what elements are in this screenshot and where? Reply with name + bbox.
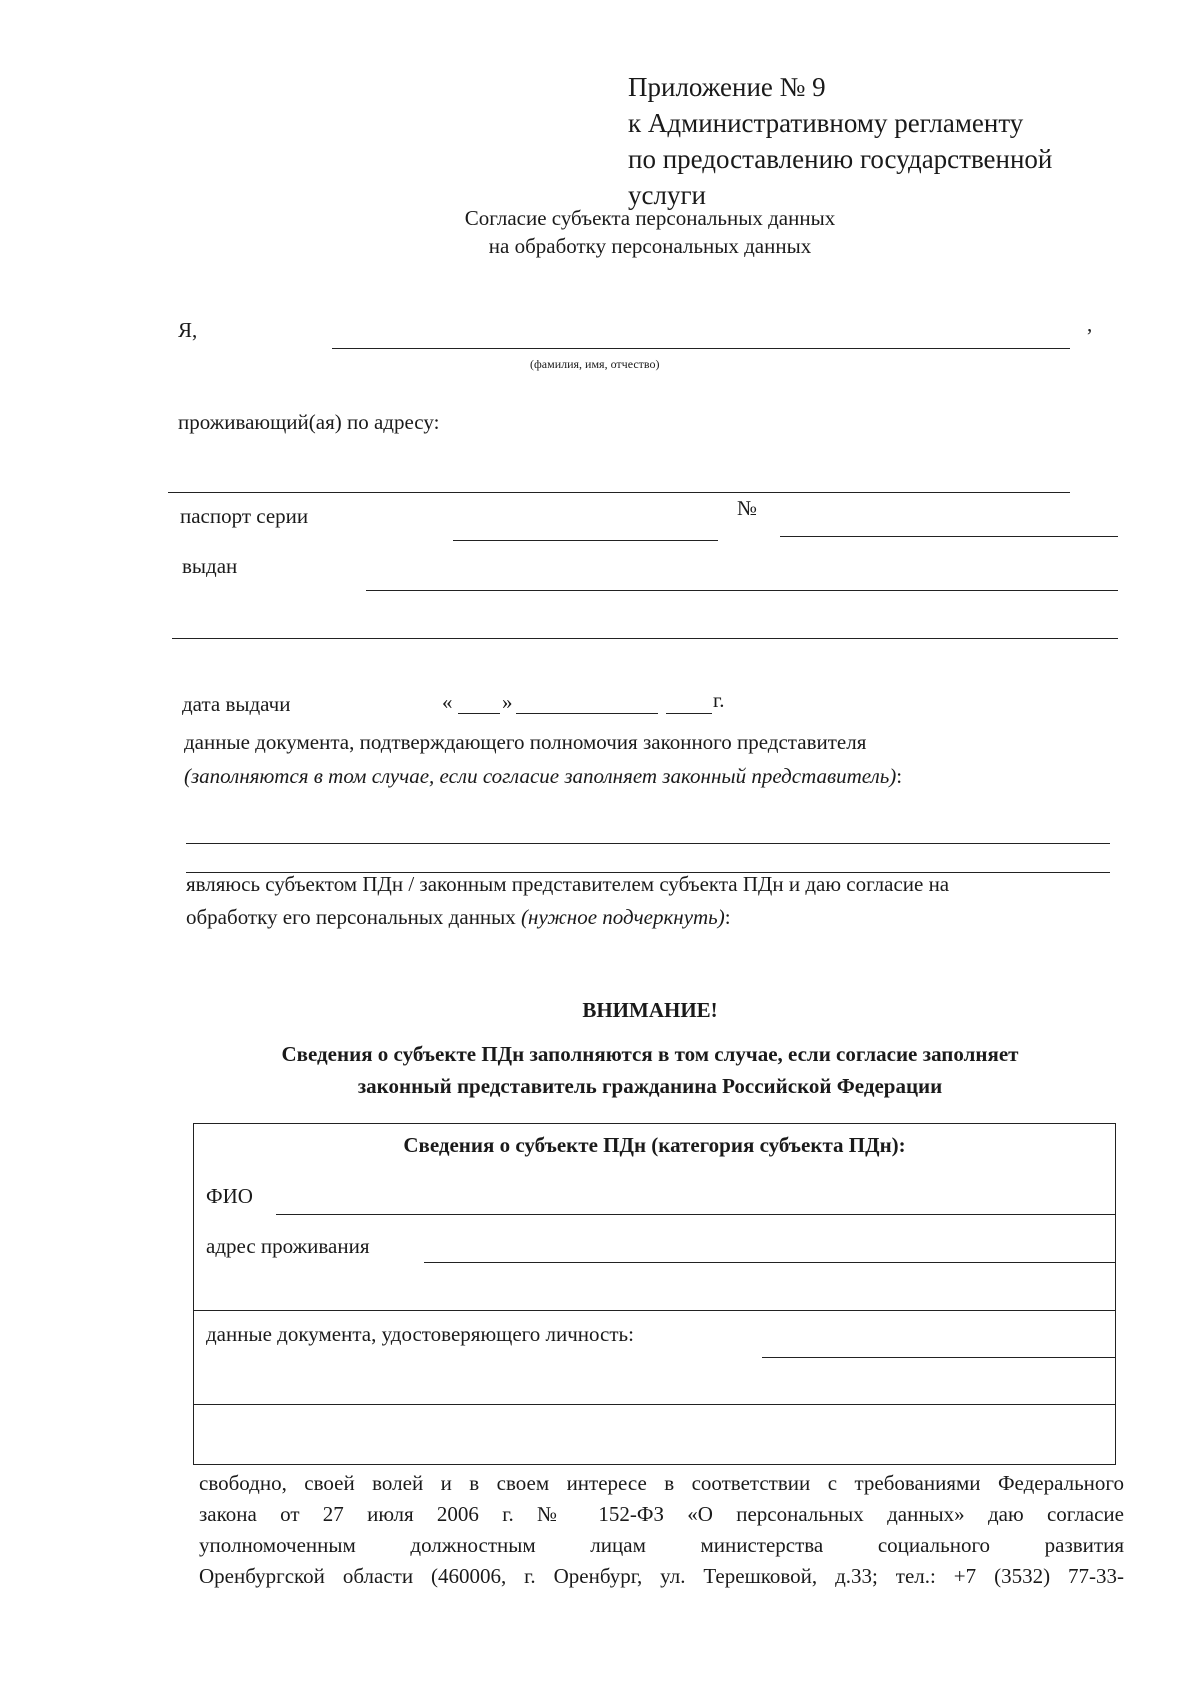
ya-label: Я, — [178, 318, 198, 342]
representative-note-line — [184, 764, 902, 789]
date-day-line[interactable] — [458, 713, 500, 714]
appendix-regulation: к Административному регламенту — [628, 108, 1024, 138]
subject-box-divider-2 — [193, 1404, 1116, 1405]
subject-address-line[interactable] — [424, 1262, 1116, 1263]
subject-statement-line2-wrap — [186, 905, 731, 930]
year-suffix: г. — [713, 688, 725, 712]
subject-box-heading: Сведения о субъекте ПДн (категория субъекта ПДн): — [403, 1133, 906, 1157]
issued-field-line[interactable] — [366, 590, 1118, 591]
representative-colon: : — [896, 764, 903, 788]
date-month-line[interactable] — [516, 713, 658, 714]
comma-mark: , — [1087, 312, 1093, 336]
issued-field-line-2[interactable] — [172, 638, 1118, 639]
form-title-line1: Согласие субъекта персональных данных — [464, 206, 836, 230]
issue-date-label: дата выдачи — [182, 692, 291, 716]
appendix-number: Приложение № 9 — [628, 72, 826, 102]
issued-label: выдан — [182, 554, 238, 578]
address-label: проживающий(ая) по адресу: — [178, 410, 440, 434]
passport-series-label: паспорт серии — [180, 504, 309, 528]
subject-address-label: адрес проживания — [206, 1234, 370, 1258]
subject-box-divider-1 — [193, 1310, 1116, 1311]
address-field-line[interactable] — [168, 492, 1070, 493]
attention-line1: Сведения о субъекте ПДн заполняются в том случае, если согласие заполняет — [281, 1042, 1019, 1066]
passport-series-line[interactable] — [453, 540, 718, 541]
subject-id-label: данные документа, удостоверяющего личность: — [206, 1322, 634, 1346]
closing-line4: Оренбургской области (460006, г. Оренбург, ул. Терешковой, д.33; тел.: +7 (3532) 77-33- — [199, 1564, 1124, 1588]
passport-number-sign: № — [737, 496, 758, 520]
date-open-quote: « — [442, 690, 453, 714]
subject-fio-line[interactable] — [276, 1214, 1116, 1215]
subject-statement-line1: являюсь субъектом ПДн / законным представителем субъекта ПДн и даю согласие на — [186, 872, 950, 896]
representative-note: (заполняются в том случае, если согласие заполняет законный представитель) — [184, 764, 897, 788]
closing-line1: свободно, своей волей и в своем интересе в соответствии с требованиями Федерального — [199, 1471, 1124, 1495]
subject-statement-note: (нужное подчеркнуть) — [521, 905, 725, 929]
date-close-quote: » — [502, 690, 513, 714]
subject-fio-label: ФИО — [206, 1184, 253, 1208]
representative-field-line[interactable] — [186, 843, 1110, 844]
appendix-service: по предоставлению государственной — [628, 144, 1053, 174]
appendix-service-end: услуги — [628, 180, 706, 210]
attention-line2: законный представитель гражданина Российской Федерации — [357, 1074, 943, 1098]
fio-caption: (фамилия, имя, отчество) — [530, 357, 660, 371]
form-title-line2: на обработку персональных данных — [488, 234, 812, 258]
fio-field-line[interactable] — [332, 348, 1070, 349]
attention-heading: ВНИМАНИЕ! — [582, 998, 718, 1022]
passport-number-line[interactable] — [780, 536, 1118, 537]
subject-info-box — [193, 1123, 1116, 1465]
subject-statement-line2: обработку его персональных данных — [186, 905, 516, 929]
subject-id-line[interactable] — [762, 1357, 1116, 1358]
closing-line2: закона от 27 июля 2006 г. № 152-ФЗ «О персональных данных» даю согласие — [199, 1502, 1124, 1526]
representative-doc-label: данные документа, подтверждающего полномочия законного представителя — [184, 730, 867, 754]
closing-line3: уполномоченным должностным лицам министерства социального развития — [199, 1533, 1124, 1557]
subject-statement-colon: : — [724, 905, 731, 929]
date-year-line[interactable] — [666, 713, 712, 714]
